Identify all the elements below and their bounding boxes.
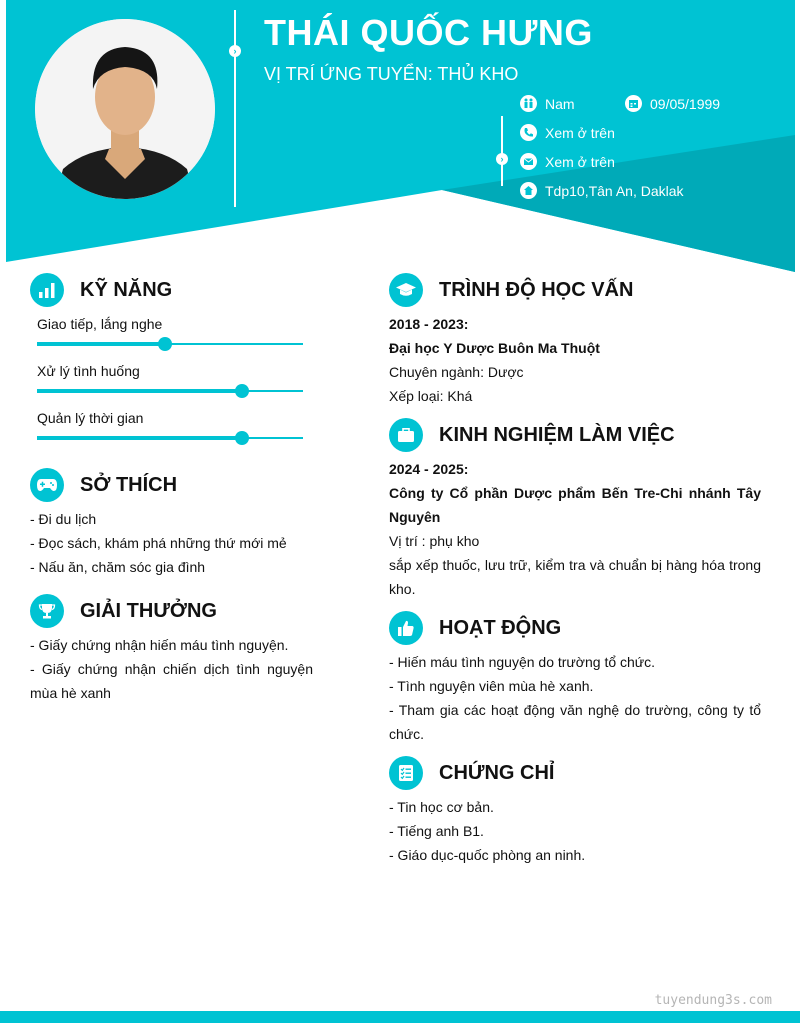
awards-list: [30, 633, 313, 705]
education-period: 2018 - 2023:: [389, 316, 469, 332]
education-school: Đại học Y Dược Buôn Ma Thuột: [389, 340, 600, 356]
list-item: - Tiếng anh B1.: [389, 823, 484, 839]
list-item: - Tình nguyện viên mùa hè xanh.: [389, 678, 594, 694]
profile-photo: [35, 19, 215, 199]
education-title: TRÌNH ĐỘ HỌC VẤN: [439, 278, 634, 301]
graduation-cap-icon: [389, 273, 423, 307]
awards-title: GIẢI THƯỞNG: [80, 599, 217, 622]
skill-label: Xử lý tình huống: [37, 363, 140, 379]
contact-node-icon: ›: [496, 153, 508, 165]
list-item: - Tin học cơ bản.: [389, 799, 494, 815]
certificates-title: CHỨNG CHỈ: [439, 761, 555, 784]
list-item: - Giáo dục-quốc phòng an ninh.: [389, 847, 586, 863]
skill-bar-fill: [37, 342, 165, 346]
phone-icon: [520, 124, 537, 141]
header-divider-line: [234, 10, 236, 207]
experience-heading: [389, 418, 675, 452]
watermark: tuyendung3s.com: [654, 993, 772, 1008]
email-info: [520, 153, 615, 170]
mail-icon: [520, 153, 537, 170]
email-value: Xem ở trên: [545, 153, 615, 170]
list-item: - Giấy chứng nhận hiến máu tình nguyện.: [30, 637, 289, 653]
education-major: Chuyên ngành: Dược: [389, 364, 524, 380]
hobbies-title: SỞ THÍCH: [80, 473, 178, 496]
skill-bar: [37, 390, 303, 392]
experience-content: [389, 457, 761, 601]
contact-divider-line: [501, 116, 503, 186]
skill-bar-knob: [235, 431, 249, 445]
certificates-heading: [389, 756, 554, 790]
divider-node-icon: ›: [229, 45, 241, 57]
list-item: - Giấy chứng nhận chiến dịch tình nguyện mùa hè xanh: [30, 661, 313, 701]
phone-value: Xem ở trên: [545, 124, 615, 141]
experience-description: sắp xếp thuốc, lưu trữ, kiểm tra và chuẩn bị hàng hóa trong kho.: [389, 557, 761, 597]
candidate-name: THÁI QUỐC HƯNG: [264, 12, 593, 53]
skill-label: Quản lý thời gian: [37, 410, 144, 426]
skill-bar: [37, 343, 303, 345]
gender-icon: [520, 95, 537, 112]
footer-bar: [0, 1011, 800, 1023]
list-item: - Đọc sách, khám phá những thứ mới mẻ: [30, 535, 287, 551]
dob-value: 09/05/1999: [650, 95, 721, 112]
list-item: - Tham gia các hoạt động văn nghệ do trường, công ty tổ chức.: [389, 702, 761, 742]
experience-title: KINH NGHIỆM LÀM VIỆC: [439, 423, 675, 446]
skill-bar: [37, 437, 303, 439]
activities-title: HOẠT ĐỘNG: [439, 616, 562, 639]
skill-bar-fill: [37, 436, 242, 440]
thumbs-up-icon: [389, 611, 423, 645]
skills-title: KỸ NĂNG: [80, 278, 173, 301]
experience-period: 2024 - 2025:: [389, 461, 469, 477]
briefcase-icon: [389, 418, 423, 452]
skill-label: Giao tiếp, lắng nghe: [37, 316, 163, 332]
education-rank: Xếp loại: Khá: [389, 388, 473, 404]
education-content: [389, 312, 761, 408]
gender-info: [520, 95, 575, 112]
list-item: - Đi du lịch: [30, 511, 97, 527]
checklist-icon: [389, 756, 423, 790]
calendar-icon: [625, 95, 642, 112]
skill-bar-knob: [158, 337, 172, 351]
experience-role: Vị trí : phụ kho: [389, 533, 480, 549]
home-icon: [520, 182, 537, 199]
applied-position: VỊ TRÍ ỨNG TUYỂN: THỦ KHO: [264, 64, 519, 84]
address-info: [520, 182, 684, 199]
experience-company: Công ty Cổ phần Dược phẩm Bến Tre-Chi nhánh Tây Nguyên: [389, 485, 761, 525]
dob-info: [625, 95, 720, 112]
gender-value: Nam: [545, 95, 575, 112]
list-item: - Nấu ăn, chăm sóc gia đình: [30, 559, 206, 575]
certificates-list: [389, 795, 761, 867]
address-value: Tdp10,Tân An, Daklak: [545, 182, 684, 199]
activities-heading: [389, 611, 561, 645]
trophy-icon: [30, 594, 64, 628]
awards-heading: [30, 594, 217, 628]
skill-bar-knob: [235, 384, 249, 398]
chart-icon: [30, 273, 64, 307]
skills-heading: [30, 273, 172, 307]
hobbies-heading: [30, 468, 177, 502]
phone-info: [520, 124, 615, 141]
education-heading: [389, 273, 633, 307]
activities-list: [389, 650, 761, 746]
skill-bar-fill: [37, 389, 242, 393]
hobbies-list: [30, 507, 313, 579]
list-item: - Hiến máu tình nguyện do trường tổ chức.: [389, 654, 656, 670]
gamepad-icon: [30, 468, 64, 502]
